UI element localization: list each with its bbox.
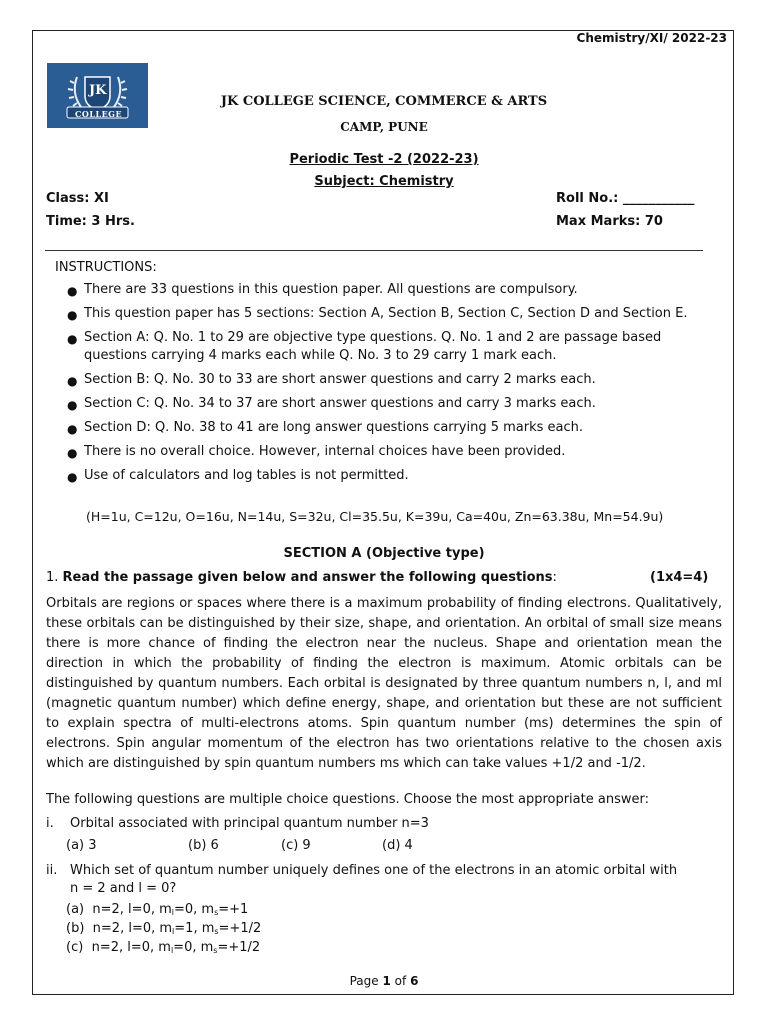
instructions-list xyxy=(55,281,715,487)
question-ii-option-c: (c) n=2, l=0, $m_l=0$, $m_s=+1/2$ xyxy=(66,940,261,955)
roll-number-label: Roll No.: ___________ xyxy=(556,191,695,206)
bullet-icon: ● xyxy=(67,422,78,436)
subject-title: Subject: Chemistry xyxy=(314,174,454,189)
instruction-item: ● This question paper has 5 sections: Section A, Section B, Section C, Section D and Section E. xyxy=(67,306,688,322)
header-divider xyxy=(45,250,703,251)
test-title: Periodic Test -2 (2022-23) xyxy=(289,152,479,167)
question-1-prompt: Read the passage given below and answer the following questions xyxy=(62,570,553,585)
instruction-item: ● There are 33 questions in this question paper. All questions are compulsory. xyxy=(67,282,578,298)
question-i-text: Orbital associated with principal quantum number n=3 xyxy=(70,816,429,831)
question-ii-option-a: (a) n=2, l=0, $m_l=0$, $m_s=+1$ xyxy=(66,902,249,917)
max-marks-label: Max Marks: 70 xyxy=(556,214,663,229)
question-i-option-a: (a) 3 xyxy=(66,838,97,853)
instructions-title: INSTRUCTIONS: xyxy=(55,260,157,275)
bullet-icon: ● xyxy=(67,332,78,346)
total-pages: 6 xyxy=(410,974,419,988)
bullet-icon: ● xyxy=(67,308,78,322)
question-1-heading xyxy=(46,570,557,585)
instruction-item: ● Use of calculators and log tables is not permitted. xyxy=(67,468,409,484)
bullet-icon: ● xyxy=(67,470,78,484)
instruction-item: ● Section D: Q. No. 38 to 41 are long answer questions carrying 5 marks each. xyxy=(67,420,583,436)
question-ii-option-b: (b) n=2, l=0, $m_l=1$, $m_s=+1/2$ xyxy=(66,921,262,936)
class-label: Class: XI xyxy=(46,191,109,206)
current-page: 1 xyxy=(382,974,391,988)
logo-college-text: COLLEGE xyxy=(75,109,123,119)
college-location: CAMP, PUNE xyxy=(340,120,428,134)
time-label: Time: 3 Hrs. xyxy=(46,214,135,229)
bullet-icon: ● xyxy=(67,284,78,298)
question-1-marks: (1x4=4) xyxy=(650,570,709,585)
passage-text: Orbitals are regions or spaces where there is a maximum probability of finding electrons. Qualitatively, these orbitals can be distinguished by their size, shape, and orientation. An orbital of small size means there is more chance of finding the electron near the nucleus. Shape and orientation mean the direction in which the probability of finding the electron is maximum. Atomic orbitals can be distinguished by quantum numbers. Each orbital is designated by three quantum numbers n, l, and ml (magnetic quantum number) which define energy, shape, and orientation but these are not sufficient to explain spectra of multi-electrons atoms. Spin quantum number (ms) determines the spin of electrons. Spin angular momentum of the electron has two orientations relative to the chosen axis which are distinguished by spin quantum numbers ms which can take values +1/2 and -1/2. xyxy=(46,596,722,771)
question-i-option-b: (b) 6 xyxy=(188,838,219,853)
atomic-masses: (H=1u, C=12u, O=16u, N=14u, S=32u, Cl=35.5u, K=39u, Ca=40u, Zn=63.38u, Mn=54.9u) xyxy=(86,509,664,524)
bullet-icon: ● xyxy=(67,446,78,460)
question-ii-text-line2: n = 2 and l = 0? xyxy=(70,881,177,896)
question-i-option-d: (d) 4 xyxy=(382,838,413,853)
bullet-icon: ● xyxy=(67,398,78,412)
question-i-option-c: (c) 9 xyxy=(281,838,311,853)
question-ii-number: ii. xyxy=(46,863,58,878)
section-a-title: SECTION A (Objective type) xyxy=(283,546,485,561)
question-i-number: i. xyxy=(46,816,54,831)
instruction-item: ● Section C: Q. No. 34 to 37 are short answer questions and carry 3 marks each. xyxy=(67,396,596,412)
instruction-item: ● There is no overall choice. However, internal choices have been provided. xyxy=(67,444,566,460)
page-footer: Page 1 of 6 xyxy=(349,974,419,988)
logo-initials: JK xyxy=(89,83,107,98)
mcq-instruction: The following questions are multiple choice questions. Choose the most appropriate answer: xyxy=(46,792,649,807)
question-1-colon: : xyxy=(552,570,557,585)
college-name: JK COLLEGE SCIENCE, COMMERCE & ARTS xyxy=(220,94,548,109)
instruction-item: ● Section B: Q. No. 30 to 33 are short answer questions and carry 2 marks each. xyxy=(67,372,596,388)
exam-paper xyxy=(32,30,734,995)
question-1-number: 1. xyxy=(46,570,59,585)
instruction-item: ● Section A: Q. No. 1 to 29 are objective type questions. Q. No. 1 and 2 are passage based questions carrying 4 marks each while Q. No. 3 to 29 carry 1 mark each. xyxy=(67,330,662,363)
paper-code: Chemistry/XI/ 2022-23 xyxy=(576,31,727,45)
question-ii-text-line1: Which set of quantum number uniquely defines one of the electrons in an atomic orbital with xyxy=(70,863,678,878)
bullet-icon: ● xyxy=(67,374,78,388)
